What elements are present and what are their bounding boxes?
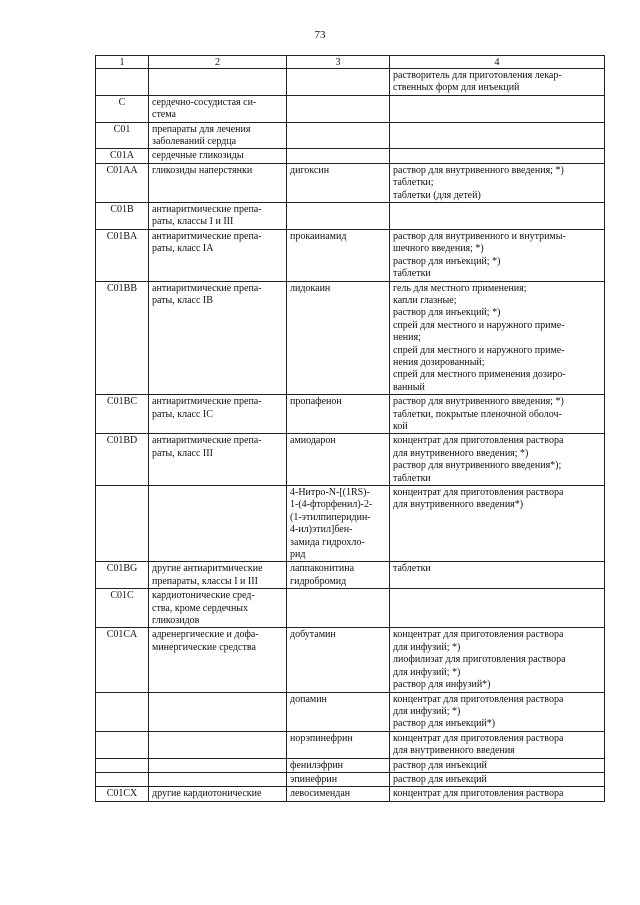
atc-code-cell: C01 <box>96 122 149 149</box>
atc-code-cell <box>96 731 149 758</box>
table-row <box>96 229 605 281</box>
drug-name-cell: фенилэфрин <box>287 758 390 772</box>
group-name-cell: адренергические и дофа- минергические средства <box>149 628 287 692</box>
atc-code-cell: C01BB <box>96 281 149 395</box>
atc-code-cell: C01CX <box>96 787 149 801</box>
table-row <box>96 122 605 149</box>
group-name-cell <box>149 69 287 96</box>
table-header-row <box>96 56 605 69</box>
dosage-forms-cell <box>390 149 605 163</box>
dosage-forms-cell: раствор для инъекций <box>390 772 605 786</box>
group-name-cell: антиаритмические препа- раты, классы I и III <box>149 203 287 230</box>
group-name-cell: антиаритмические препа- раты, класс III <box>149 434 287 486</box>
atc-code-cell: C01AA <box>96 163 149 202</box>
drug-name-cell: допамин <box>287 692 390 731</box>
atc-code-cell: C <box>96 95 149 122</box>
group-name-cell: антиаритмические препа- раты, класс IC <box>149 395 287 434</box>
header-col-2: 2 <box>149 56 287 69</box>
group-name-cell: другие антиаритмические препараты, классы I и III <box>149 562 287 589</box>
table-row <box>96 486 605 562</box>
table-body <box>96 69 605 802</box>
drug-name-cell: левосимендан <box>287 787 390 801</box>
drug-name-cell: пропафенон <box>287 395 390 434</box>
group-name-cell <box>149 772 287 786</box>
dosage-forms-cell: растворитель для приготовления лекар- ственных форм для инъекций <box>390 69 605 96</box>
dosage-forms-cell: таблетки <box>390 562 605 589</box>
table-row <box>96 69 605 96</box>
dosage-forms-cell: концентрат для приготовления раствора для внутривенного введения*) <box>390 486 605 562</box>
drug-name-cell <box>287 203 390 230</box>
dosage-forms-cell: раствор для внутривенного и внутримы- шечного введения; *) раствор для инъекций; *) таблетки <box>390 229 605 281</box>
dosage-forms-cell: гель для местного применения; капли глазные; раствор для инъекций; *) спрей для местного и наружного приме- нения; спрей для местного и наружного приме- нения дозированный; спрей для местного применения дозиро- ванный <box>390 281 605 395</box>
dosage-forms-cell: раствор для внутривенного введения; *) таблетки; таблетки (для детей) <box>390 163 605 202</box>
header-col-4: 4 <box>390 56 605 69</box>
dosage-forms-cell <box>390 122 605 149</box>
atc-code-cell: C01CA <box>96 628 149 692</box>
atc-code-cell <box>96 692 149 731</box>
table-row <box>96 758 605 772</box>
drug-name-cell: добутамин <box>287 628 390 692</box>
table-row <box>96 163 605 202</box>
atc-code-cell: C01C <box>96 589 149 628</box>
atc-code-cell: C01A <box>96 149 149 163</box>
dosage-forms-cell: раствор для инъекций <box>390 758 605 772</box>
dosage-forms-cell <box>390 95 605 122</box>
drug-classification-table <box>95 55 605 802</box>
drug-name-cell <box>287 95 390 122</box>
dosage-forms-cell <box>390 589 605 628</box>
header-col-1: 1 <box>96 56 149 69</box>
group-name-cell <box>149 731 287 758</box>
dosage-forms-cell: раствор для внутривенного введения; *) таблетки, покрытые пленочной оболоч- кой <box>390 395 605 434</box>
drug-name-cell: прокаинамид <box>287 229 390 281</box>
table-row <box>96 434 605 486</box>
table-row <box>96 772 605 786</box>
table-row <box>96 589 605 628</box>
group-name-cell: сердечно-сосудистая си- стема <box>149 95 287 122</box>
drug-name-cell: эпинефрин <box>287 772 390 786</box>
table-row <box>96 731 605 758</box>
drug-name-cell: 4-Нитро-N-[(1RS)- 1-(4-фторфенил)-2- (1-этилпиперидин- 4-ил)этил]бен- замида гидрохло- рид <box>287 486 390 562</box>
group-name-cell <box>149 692 287 731</box>
dosage-forms-cell <box>390 203 605 230</box>
drug-name-cell: дигоксин <box>287 163 390 202</box>
table-row <box>96 787 605 801</box>
atc-code-cell: C01BG <box>96 562 149 589</box>
drug-name-cell <box>287 589 390 628</box>
page-number: 73 <box>314 29 326 41</box>
table-row <box>96 149 605 163</box>
table-row <box>96 628 605 692</box>
atc-code-cell <box>96 486 149 562</box>
drug-name-cell <box>287 122 390 149</box>
dosage-forms-cell: концентрат для приготовления раствора для внутривенного введения <box>390 731 605 758</box>
dosage-forms-cell: концентрат для приготовления раствора для инфузий; *) раствор для инъекций*) <box>390 692 605 731</box>
dosage-forms-cell: концентрат для приготовления раствора <box>390 787 605 801</box>
group-name-cell: гликозиды наперстянки <box>149 163 287 202</box>
group-name-cell: антиаритмические препа- раты, класс IA <box>149 229 287 281</box>
drug-name-cell: лаппаконитина гидробромид <box>287 562 390 589</box>
table-row <box>96 95 605 122</box>
group-name-cell: антиаритмические препа- раты, класс IB <box>149 281 287 395</box>
atc-code-cell: C01BA <box>96 229 149 281</box>
table-row <box>96 203 605 230</box>
group-name-cell: другие кардиотонические <box>149 787 287 801</box>
drug-name-cell: лидокаин <box>287 281 390 395</box>
atc-code-cell: C01BD <box>96 434 149 486</box>
table-row <box>96 281 605 395</box>
table-row <box>96 562 605 589</box>
group-name-cell: кардиотонические сред- ства, кроме сердечных гликозидов <box>149 589 287 628</box>
group-name-cell <box>149 758 287 772</box>
group-name-cell: препараты для лечения заболеваний сердца <box>149 122 287 149</box>
table-row <box>96 395 605 434</box>
atc-code-cell <box>96 69 149 96</box>
atc-code-cell <box>96 758 149 772</box>
group-name-cell <box>149 486 287 562</box>
drug-name-cell <box>287 69 390 96</box>
header-col-3: 3 <box>287 56 390 69</box>
group-name-cell: сердечные гликозиды <box>149 149 287 163</box>
drug-name-cell: норэпинефрин <box>287 731 390 758</box>
atc-code-cell <box>96 772 149 786</box>
atc-code-cell: C01B <box>96 203 149 230</box>
table-row <box>96 692 605 731</box>
atc-code-cell: C01BC <box>96 395 149 434</box>
drug-name-cell <box>287 149 390 163</box>
drug-name-cell: амиодарон <box>287 434 390 486</box>
dosage-forms-cell: концентрат для приготовления раствора для внутривенного введения; *) раствор для внутривенного введения*); таблетки <box>390 434 605 486</box>
dosage-forms-cell: концентрат для приготовления раствора для инфузий; *) лиофилизат для приготовления раствора для инфузий; *) раствор для инфузий*) <box>390 628 605 692</box>
